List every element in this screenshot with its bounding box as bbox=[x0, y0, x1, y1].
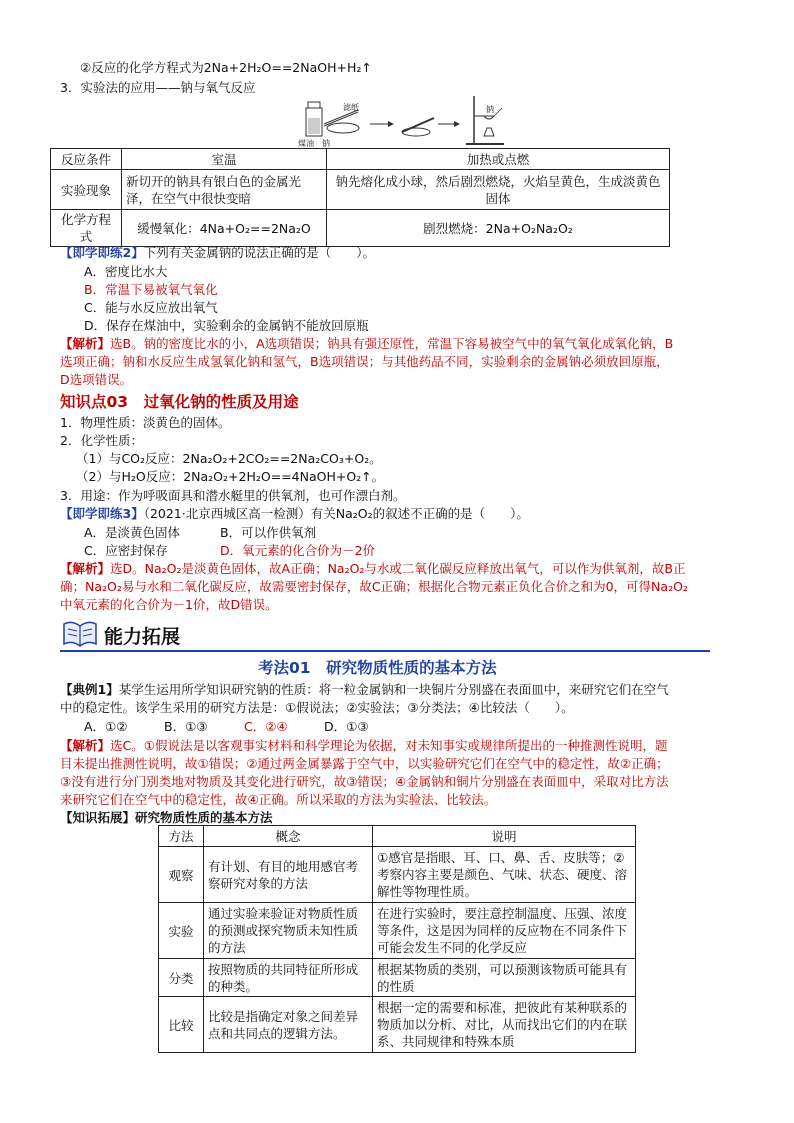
method-concept: 按照物质的共同特征所形成的种类。 bbox=[204, 959, 373, 997]
method-note: 根据一定的需要和标准，把彼此有某种联系的物质加以分析、对比，从而找出它们的内在联系、共同规律和特殊本质 bbox=[373, 997, 636, 1053]
analysis-line: ③没有进行分门别类地对物质及其变化进行研究，故③错误；④金属钠和铜片分别盛在表面皿中，采取对比方法 bbox=[60, 774, 669, 789]
method-name: 观察 bbox=[159, 847, 204, 903]
method-name: 分类 bbox=[159, 959, 204, 997]
analysis-line: 目未提出推测性说明，故①错误；②通过两金属暴露于空气中，以实验研究它们在空气中的稳定性，故②正确； bbox=[60, 756, 669, 771]
option-b: B．①③ bbox=[164, 719, 208, 734]
knowledge-extension bbox=[60, 808, 273, 826]
example-stem: 某学生运用所学知识研究钠的性质：将一粒金属钠和一块铜片分别盛在表面皿中，来研究它们在空气 bbox=[118, 682, 669, 697]
option-a: A．是淡黄色固体 bbox=[84, 525, 181, 540]
kp-line: （2）与H₂O反应：2Na₂O₂+2H₂O==4NaOH+O₂↑。 bbox=[76, 469, 385, 484]
analysis-tag: 【解析】 bbox=[60, 336, 111, 351]
kp-line: 3．用途：作为呼吸面具和潜水艇里的供氧剂，也可作漂白剂。 bbox=[60, 488, 406, 503]
analysis-line: 来研究它们在空气中的稳定性，故④正确。所以采取的方法为实验法、比较法。 bbox=[60, 792, 497, 807]
sodium-oxygen-table bbox=[50, 148, 670, 247]
option-c: C．应密封保存 bbox=[84, 543, 168, 558]
method-note: 在进行实验时，要注意控制温度、压强、浓度等条件，这是因为同样的反应物在不同条件下可能会发生不同的化学反应 bbox=[373, 903, 636, 959]
extension-title: 研究物质性质的基本方法 bbox=[135, 810, 273, 825]
option-a: A．①② bbox=[84, 719, 128, 734]
option-a: A．密度比水大 bbox=[84, 264, 168, 279]
kp-line: 2．化学性质： bbox=[60, 433, 143, 448]
table-header-method: 方法 bbox=[159, 826, 204, 847]
option-b: B．可以作供氧剂 bbox=[220, 525, 317, 540]
knowledge-point-title: 知识点03 过氧化钠的性质及用途 bbox=[60, 393, 299, 411]
analysis-line: 确；Na₂O₂易与水和二氧化碳反应，故需要密封保存，故C正确；根据化合物元素正负化合价之和为0，可得Na₂O₂ bbox=[60, 579, 688, 594]
table-header-condition: 反应条件 bbox=[51, 149, 122, 170]
practice-tag: 【即学即练3】 bbox=[60, 506, 144, 521]
option-c: C．能与水反应放出氧气 bbox=[84, 300, 218, 315]
table-cell: 新切开的钠具有银白色的金属光泽，在空气中很快变暗 bbox=[122, 170, 327, 210]
table-header-heating: 加热或点燃 bbox=[327, 149, 670, 170]
analysis-text: 选D。Na₂O₂是淡黄色固体，故A正确；Na₂O₂与水或二氧化碳反应释放出氧气，可以作为供氧剂，故B正 bbox=[110, 561, 686, 576]
table-cell: 钠先熔化成小球，然后剧烈燃烧，火焰呈黄色，生成淡黄色固体 bbox=[327, 170, 670, 210]
analysis-text: 选C。①假说法是以客观事实材料和科学理论为依据，对未知事实或规律所提出的一种推测性说明，题 bbox=[110, 738, 668, 753]
method-note: ①感官是指眼、耳、口、鼻、舌、皮肤等；②考察内容主要是颜色、气味、状态、硬度、溶解性等物理性质。 bbox=[373, 847, 636, 903]
section-divider bbox=[60, 650, 710, 652]
method-name: 实验 bbox=[159, 903, 204, 959]
option-d: D．氧元素的化合价为－2价 bbox=[220, 543, 376, 558]
option-d: D．①③ bbox=[324, 719, 369, 734]
question-stem: （2021·北京西城区高一检测）有关Na₂O₂的叙述不正确的是（ ）。 bbox=[143, 506, 529, 521]
table-row-label: 实验现象 bbox=[51, 170, 122, 210]
question-stem: 下列有关金属钠的说法正确的是（ ）。 bbox=[143, 245, 375, 260]
example-1 bbox=[60, 680, 669, 698]
table-row bbox=[159, 997, 636, 1053]
label-sodium-left: 钠 bbox=[322, 139, 330, 148]
open-book-icon bbox=[60, 616, 100, 650]
method-concept: 通过实验来验证对物质性质的预测或探究物质未知性质的方法 bbox=[204, 903, 373, 959]
kp-line: （1）与CO₂反应：2Na₂O₂+2CO₂==2Na₂CO₃+O₂。 bbox=[76, 451, 382, 466]
table-row bbox=[159, 903, 636, 959]
label-sodium-right: 钠 bbox=[486, 105, 494, 114]
analysis-text: 选B。钠的密度比水的小，A选项错误；钠具有强还原性，常温下容易被空气中的氧气氧化成氧化钠，B bbox=[110, 336, 674, 351]
method-name: 比较 bbox=[159, 997, 204, 1053]
example-tag: 【典例1】 bbox=[60, 682, 119, 697]
analysis-line bbox=[60, 334, 673, 352]
method-title: 考法01 研究物质性质的基本方法 bbox=[258, 659, 497, 677]
table-header-room-temp: 室温 bbox=[122, 149, 327, 170]
option-d: D．保存在煤油中，实验剩余的金属钠不能放回原瓶 bbox=[84, 318, 369, 333]
analysis-line: 选项正确；钠和水反应生成氢氧化钠和氢气，B选项错误；与其他药品不同，实验剩余的金属钠必须放回原瓶， bbox=[60, 354, 669, 369]
item-3-heading: 3．实验法的应用——钠与氧气反应 bbox=[60, 80, 256, 95]
example-stem: 中的稳定性。该学生采用的研究方法是：①假说法；②实验法；③分类法；④比较法（ ）。 bbox=[60, 700, 574, 715]
extension-tag: 【知识拓展】 bbox=[60, 810, 136, 825]
analysis-tag: 【解析】 bbox=[60, 561, 111, 576]
equation-line: ②反应的化学方程式为2Na+2H₂O==2NaOH+H₂↑ bbox=[80, 60, 372, 75]
practice-tag: 【即学即练2】 bbox=[60, 245, 144, 260]
table-row-label: 化学方程式 bbox=[51, 210, 122, 247]
table-header-note: 说明 bbox=[373, 826, 636, 847]
table-cell: 剧烈燃烧：2Na+O₂Na₂O₂ bbox=[327, 210, 670, 247]
analysis-line bbox=[60, 559, 686, 577]
option-c: C．②④ bbox=[244, 719, 288, 734]
analysis-line: 中氧元素的化合价为－1价，故D错误。 bbox=[60, 597, 278, 612]
method-concept: 有计划、有目的地用感官考察研究对象的方法 bbox=[204, 847, 373, 903]
label-filter-paper: 滤纸 bbox=[343, 103, 359, 112]
table-cell: 缓慢氧化：4Na+O₂==2Na₂O bbox=[122, 210, 327, 247]
table-row bbox=[159, 959, 636, 997]
methods-table bbox=[158, 825, 636, 1053]
ability-section-title: 能力拓展 bbox=[104, 626, 181, 648]
analysis-line: D选项错误。 bbox=[60, 372, 133, 387]
table-row bbox=[159, 847, 636, 903]
label-kerosene: 煤油 bbox=[298, 139, 314, 148]
method-concept: 比较是指确定对象之间差异点和共同点的逻辑方法。 bbox=[204, 997, 373, 1053]
method-note: 根据某物质的类别，可以预测该物质可能具有的性质 bbox=[373, 959, 636, 997]
analysis-line bbox=[60, 736, 667, 754]
option-b: B．常温下易被氧气氧化 bbox=[84, 282, 218, 297]
practice-question-2 bbox=[60, 243, 375, 261]
table-header-concept: 概念 bbox=[204, 826, 373, 847]
practice-question-3 bbox=[60, 504, 529, 522]
analysis-tag: 【解析】 bbox=[60, 738, 111, 753]
kp-line: 1．物理性质：淡黄色的固体。 bbox=[60, 415, 231, 430]
